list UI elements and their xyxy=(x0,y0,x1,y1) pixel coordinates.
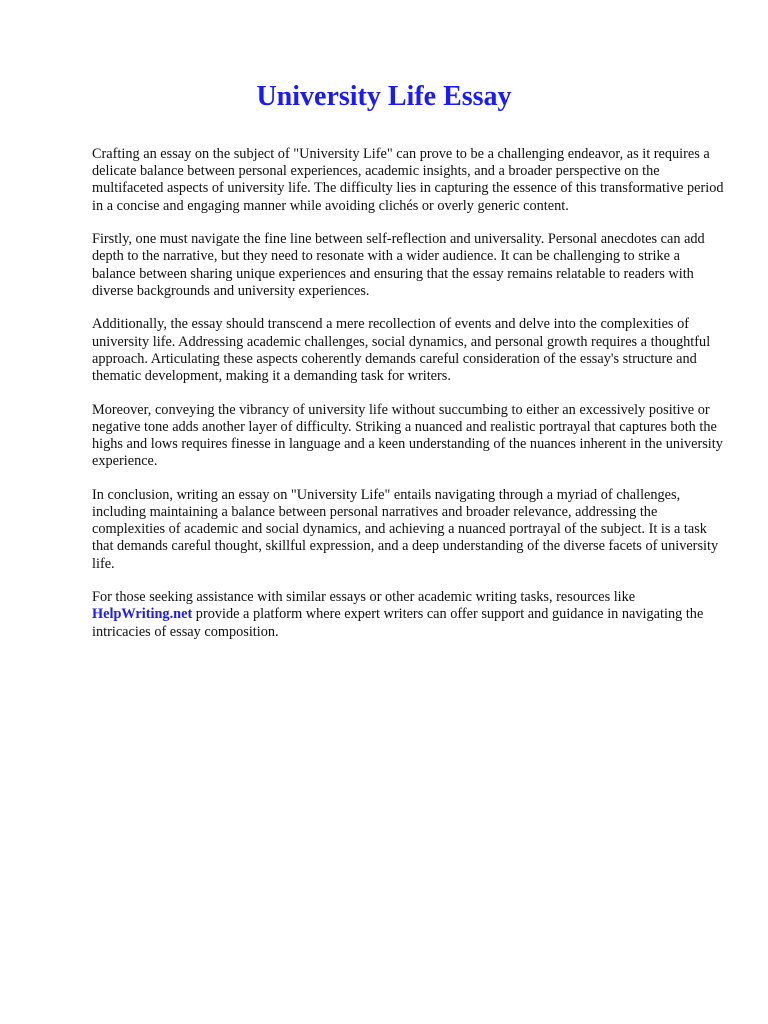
document-body xyxy=(92,146,724,657)
paragraph-intro: Crafting an essay on the subject of "University Life" can prove to be a challenging endeavor, as it requires a delicate balance between personal experiences, academic insights, and a broader perspective on the multifaceted aspects of university life. The difficulty lies in capturing the essence of this transformative period in a concise and engaging manner while avoiding clichés or overly generic content. xyxy=(92,146,724,214)
closing-text-before-link: For those seeking assistance with similar essays or other academic writing tasks, resources like xyxy=(92,589,636,606)
document-title: University Life Essay xyxy=(256,81,512,112)
paragraph-tone: Moreover, conveying the vibrancy of university life without succumbing to either an excessively positive or negative tone adds another layer of difficulty. Striking a nuanced and realistic portrayal that captures both the highs and lows requires finesse in language and a keen understanding of the nuances inherent in the university experience. xyxy=(92,401,723,470)
helpwriting-link[interactable]: HelpWriting.net xyxy=(92,606,193,623)
paragraph-closing xyxy=(92,589,724,641)
closing-text-after-link: provide a platform where expert writers can offer support and guidance in navigating the intricacies of essay composition. xyxy=(92,606,704,640)
paragraph-complexities: Additionally, the essay should transcend a mere recollection of events and delve into the complexities of university life. Addressing academic challenges, social dynamics, and personal growth requires a thoughtful approach. Articulating these aspects coherently demands careful consideration of the essay's structure and thematic development, making it a demanding task for writers. xyxy=(92,316,711,385)
paragraph-conclusion: In conclusion, writing an essay on "University Life" entails navigating through a myriad of challenges, including maintaining a balance between personal narratives and broader relevance, addressing the complexities of academic and social dynamics, and achieving a nuanced portrayal of the subject. It is a task that demands careful thought, skillful expression, and a deep understanding of the diverse facets of university life. xyxy=(92,486,719,572)
paragraph-self-reflection: Firstly, one must navigate the fine line between self-reflection and universality. Personal anecdotes can add depth to the narrative, but they need to resonate with a wider audience. It can be challenging to strike a balance between sharing unique experiences and ensuring that the essay remains relatable to readers with diverse backgrounds and university experiences. xyxy=(92,231,705,299)
